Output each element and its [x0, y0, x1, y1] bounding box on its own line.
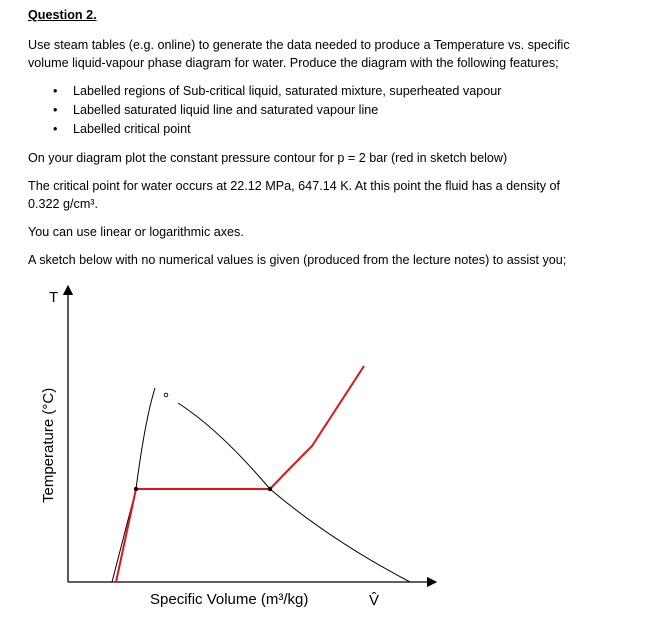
intro-line-2: volume liquid-vapour phase diagram for water. Produce the diagram with the following features;: [28, 56, 559, 70]
y-axis-symbol: T: [49, 289, 59, 306]
critical-line-2: 0.322 g/cm³.: [28, 197, 98, 211]
intro-paragraph: [28, 36, 628, 72]
saturated-vapour-line: [178, 403, 410, 582]
question-document: [28, 6, 628, 279]
critical-point-paragraph: [28, 177, 628, 213]
feature-item: • Labelled saturated liquid line and saturated vapour line: [73, 101, 628, 120]
x-axis-label: Specific Volume (m³/kg): [150, 591, 309, 608]
intro-line-1: Use steam tables (e.g. online) to generate the data needed to produce a Temperature vs. specific: [28, 38, 570, 52]
critical-point-marker: [164, 393, 168, 397]
question-heading: Question 2.: [28, 8, 97, 22]
feature-item: • Labelled regions of Sub-critical liquid, saturated mixture, superheated vapour: [73, 82, 628, 101]
feature-item: • Labelled critical point: [73, 120, 628, 139]
feature-list: [28, 82, 628, 139]
x-axis-symbol: V̂: [369, 592, 380, 609]
sketch-note: A sketch below with no numerical values is given (produced from the lecture notes) to assist you;: [28, 253, 567, 267]
saturated-liquid-line: [112, 388, 155, 582]
isobar-2-bar: [116, 366, 364, 582]
axes-note: You can use linear or logarithmic axes.: [28, 225, 244, 239]
critical-line-1: The critical point for water occurs at 22.12 MPa, 647.14 K. At this point the fluid has a density of: [28, 179, 561, 193]
contour-instruction: On your diagram plot the constant pressure contour for p = 2 bar (red in sketch below): [28, 151, 508, 165]
saturated-liquid-point: [134, 487, 138, 491]
saturated-vapour-point: [268, 487, 272, 491]
y-axis-label: Temperature (°C): [40, 387, 57, 503]
